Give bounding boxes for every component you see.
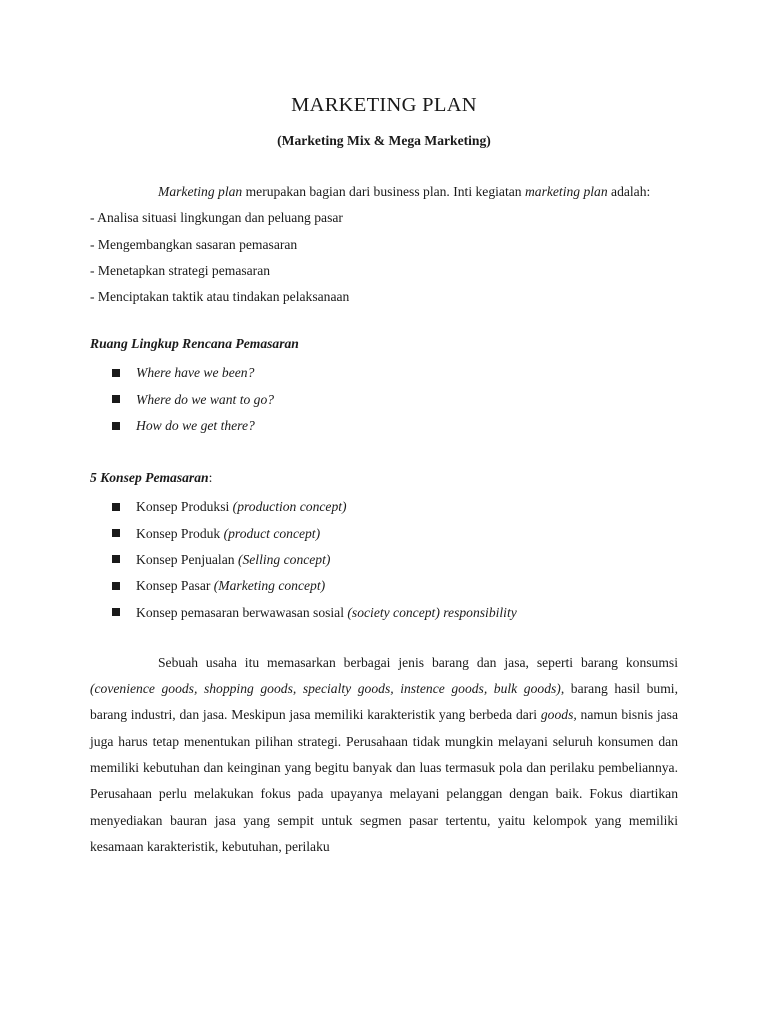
list-item (112, 387, 678, 413)
list-item (112, 573, 678, 599)
scope-list (90, 360, 678, 439)
intro-term-marketing-plan-2: marketing plan (524, 184, 608, 199)
document-title: MARKETING PLAN (291, 94, 477, 116)
square-bullet-icon (112, 503, 120, 511)
concepts-heading-text: 5 Konsep Pemasaran (90, 470, 209, 486)
scope-heading: Ruang Lingkup Rencana Pemasaran (90, 336, 299, 352)
list-item (112, 360, 678, 386)
list-item: - Menetapkan strategi pemasaran (90, 262, 271, 278)
paragraph-text: namun bisnis jasa juga harus tetap menentukan pilihan strategi. Perusahaan tidak mungkin melayani seluruh konsumen dan memiliki kebutuhan dan keinginan yang begitu banyak dan luas termasuk pola dan perilaku pembeliannya. Perusahaan perlu melakukan fokus pada upayanya melayani pelanggan dengan baik. Fokus diartikan menyediakan bauran jasa yang sempit untuk segmen pasar tertentu, yaitu kelompok yang memiliki kesamaan karakteristik, kebutuhan, perilaku (90, 707, 678, 854)
list-item: - Analisa situasi lingkungan dan peluang pasar (90, 210, 343, 226)
concept-term: (society concept) responsibility (347, 604, 517, 620)
list-item-text: How do we get there? (136, 418, 255, 434)
list-item (112, 413, 678, 439)
list-item: - Mengembangkan sasaran pemasaran (90, 236, 298, 252)
concept-term: (production concept) (232, 499, 347, 515)
paragraph-text: , barang hasil bumi, barang industri, dan jasa. Meskipun jasa memiliki karakteristik yang berbeda dari (90, 681, 678, 723)
concept-label: Konsep Produksi (136, 499, 233, 515)
list-item-text: Where do we want to go? (136, 391, 275, 407)
list-item (112, 600, 678, 626)
concepts-heading (90, 468, 678, 488)
square-bullet-icon (112, 582, 120, 590)
square-bullet-icon (112, 555, 120, 563)
list-item: - Menciptakan taktik atau tindakan pelaksanaan (90, 289, 350, 305)
concepts-list (90, 494, 678, 625)
intro-paragraph (90, 179, 678, 205)
goods-types: (covenience goods, shopping goods, specialty goods, instence goods, bulk goods) (90, 681, 561, 697)
paragraph-text: Sebuah usaha itu memasarkan berbagai jenis barang dan jasa, seperti barang konsumsi (158, 654, 678, 670)
concept-label: Konsep Pasar (136, 578, 214, 594)
document-subtitle: (Marketing Mix & Mega Marketing) (277, 133, 491, 148)
intro-text: merupakan bagian dari business plan. Inti kegiatan (242, 184, 525, 199)
concepts-heading-colon: : (208, 470, 213, 486)
list-item (112, 494, 678, 520)
goods-term: goods, (540, 707, 577, 723)
square-bullet-icon (112, 395, 120, 403)
concept-label: Konsep Penjualan (136, 551, 238, 567)
concept-term: (product concept) (223, 525, 321, 541)
concept-term: (Selling concept) (237, 551, 331, 567)
square-bullet-icon (112, 608, 120, 616)
concept-label: Konsep Produk (136, 525, 224, 541)
list-item (112, 521, 678, 547)
square-bullet-icon (112, 422, 120, 430)
square-bullet-icon (112, 369, 120, 377)
intro-text-end: adalah: (607, 184, 651, 199)
intro-term-marketing-plan: Marketing plan (158, 184, 243, 199)
list-item (112, 547, 678, 573)
list-item-text: Where have we been? (136, 365, 255, 381)
concept-label: Konsep pemasaran berwawasan sosial (136, 604, 348, 620)
concept-term: (Marketing concept) (213, 578, 326, 594)
document-content (90, 92, 678, 860)
body-paragraph (90, 650, 678, 860)
square-bullet-icon (112, 529, 120, 537)
activity-list (90, 205, 678, 310)
